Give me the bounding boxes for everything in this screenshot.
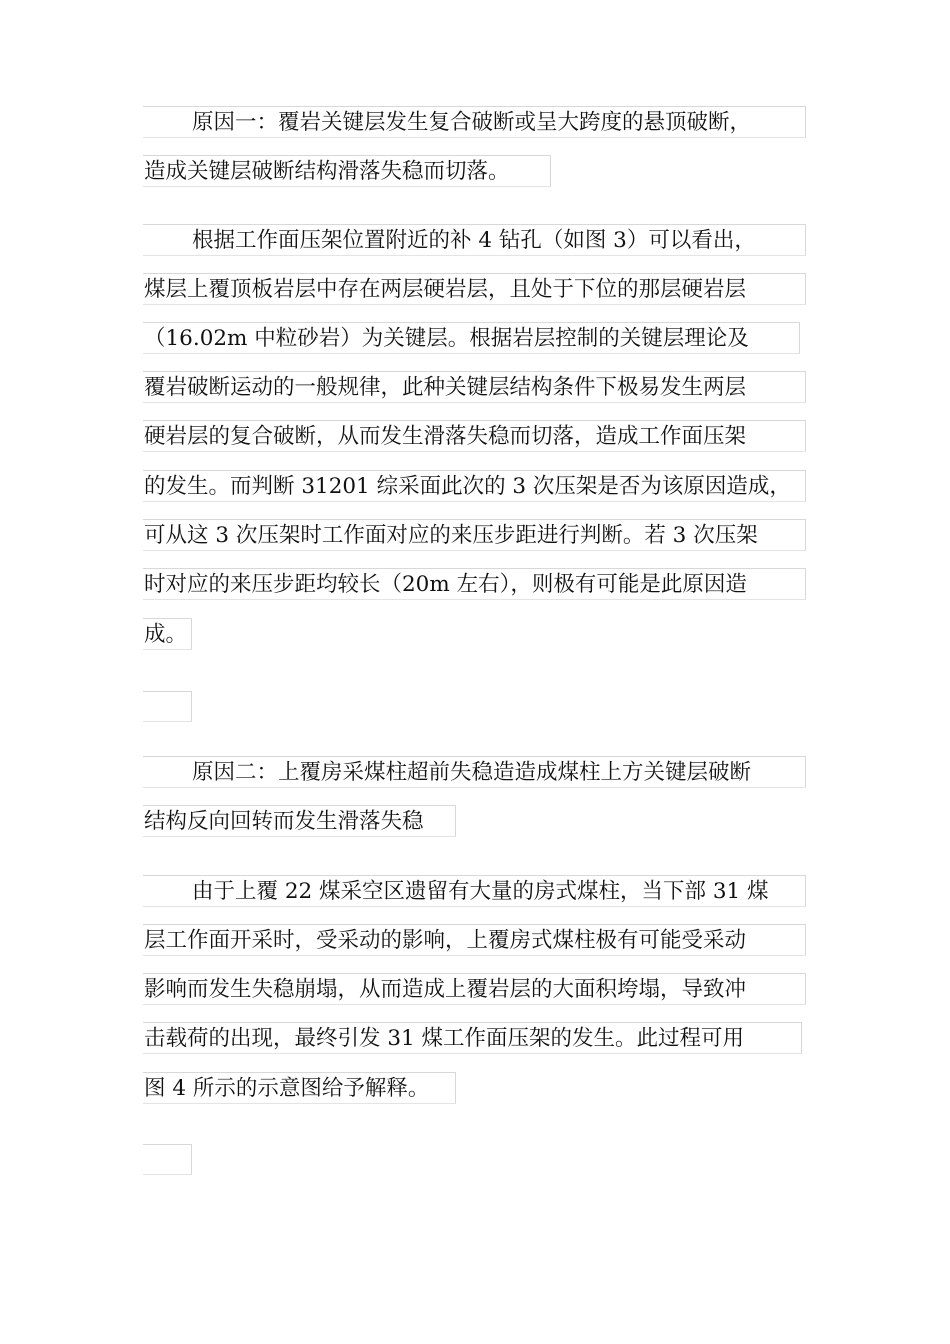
paragraph-2-line-9: 成。 [143, 618, 192, 650]
paragraph-2-line-1: 根据工作面压架位置附近的补 4 钻孔（如图 3）可以看出， [143, 224, 806, 256]
paragraph-4-line-5: 图 4 所示的示意图给予解释。 [143, 1072, 456, 1104]
paragraph-2-line-5: 硬岩层的复合破断，从而发生滑落失稳而切落，造成工作面压架 [143, 420, 806, 452]
paragraph-4-line-4: 击载荷的出现，最终引发 31 煤工作面压架的发生。此过程可用 [143, 1022, 802, 1054]
paragraph-4-line-2: 层工作面开采时，受采动的影响，上覆房式煤柱极有可能受采动 [143, 924, 806, 956]
paragraph-1-line-1: 原因一：覆岩关键层发生复合破断或呈大跨度的悬顶破断， [143, 106, 806, 138]
paragraph-4-line-3: 影响而发生失稳崩塌，从而造成上覆岩层的大面积垮塌，导致冲 [143, 973, 806, 1005]
paragraph-2-line-4: 覆岩破断运动的一般规律，此种关键层结构条件下极易发生两层 [143, 371, 806, 403]
paragraph-2-line-8: 时对应的来压步距均较长（20m 左右），则极有可能是此原因造 [143, 568, 806, 600]
paragraph-2-line-7: 可从这 3 次压架时工作面对应的来压步距进行判断。若 3 次压架 [143, 519, 806, 551]
empty-paragraph-1 [143, 691, 192, 722]
paragraph-3-line-1: 原因二：上覆房采煤柱超前失稳造造成煤柱上方关键层破断 [143, 756, 806, 788]
paragraph-3-line-2: 结构反向回转而发生滑落失稳 [143, 805, 456, 837]
paragraph-2-line-6: 的发生。而判断 31201 综采面此次的 3 次压架是否为该原因造成， [143, 470, 806, 502]
paragraph-2-line-2: 煤层上覆顶板岩层中存在两层硬岩层，且处于下位的那层硬岩层 [143, 273, 806, 305]
empty-paragraph-2 [143, 1144, 192, 1175]
paragraph-4-line-1: 由于上覆 22 煤采空区遗留有大量的房式煤柱，当下部 31 煤 [143, 875, 806, 907]
paragraph-2-line-3: （16.02m 中粒砂岩）为关键层。根据岩层控制的关键层理论及 [143, 322, 800, 354]
paragraph-1-line-2: 造成关键层破断结构滑落失稳而切落。 [143, 155, 551, 187]
